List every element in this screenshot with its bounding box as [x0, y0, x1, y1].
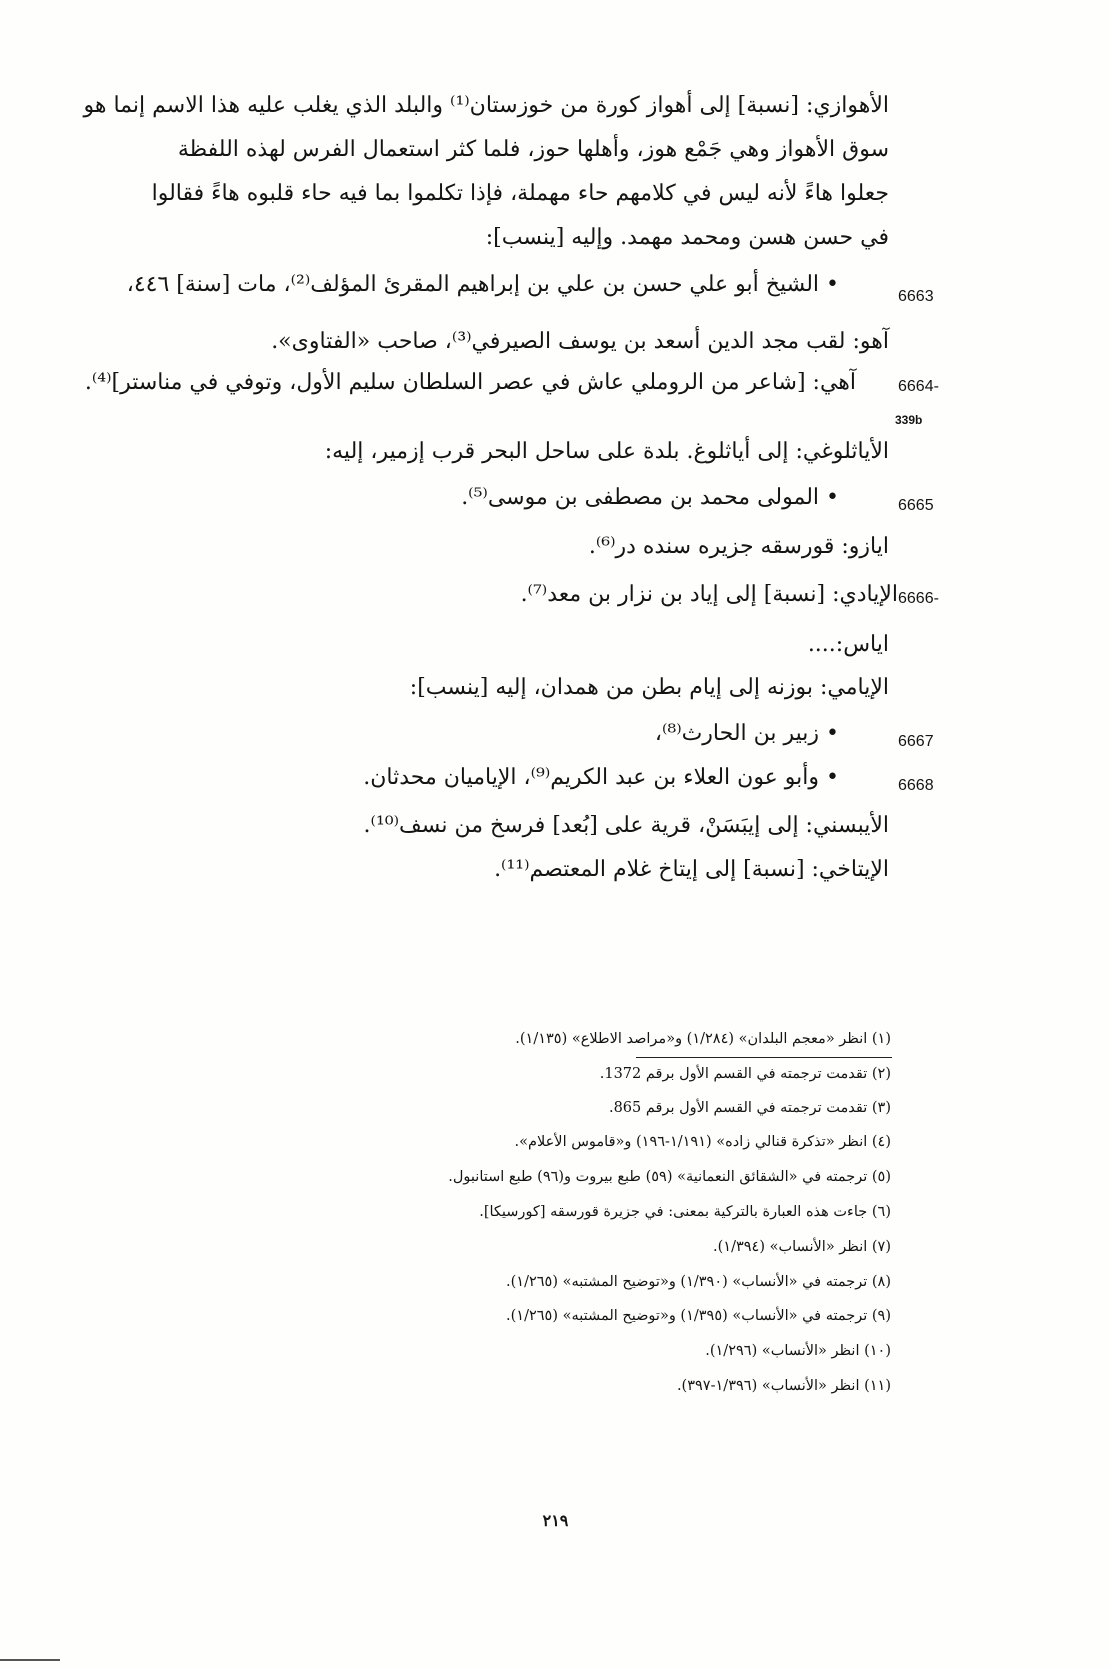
entry-number: 6667 — [898, 733, 934, 750]
entry-line: الأياثلوغي: إلى أياثلوغ. بلدة على ساحل البحر قرب إزمير، إليه: — [324, 439, 889, 464]
entry-number: 6666- — [898, 590, 939, 607]
footnote: (٩) ترجمته في «الأنساب» (١/٣٩٥) و«توضيح المشتبه» (١/٢٦٥). — [506, 1308, 891, 1324]
entry-line: • زبير بن الحارث⁽⁸⁾، — [654, 721, 839, 746]
page-number: ٢١٩ — [542, 1511, 569, 1530]
entry-line: اياس:.... — [807, 632, 889, 657]
entry-line: ايازو: قورسقه جزيره سنده در⁽⁶⁾. — [588, 534, 889, 559]
footnote: (٢) تقدمت ترجمته في القسم الأول برقم 1372. — [599, 1066, 891, 1082]
footnote: (٤) انظر «تذكرة قنالي زاده» (١/١٩١-١٩٦) و«قاموس الأعلام». — [514, 1134, 891, 1150]
entry-line: الأهوازي: [نسبة] إلى أهواز كورة من خوزستان⁽¹⁾ والبلد الذي يغلب عليه هذا الاسم إنما هو — [83, 93, 889, 118]
margin-folio-note: 339b — [895, 413, 923, 427]
entry-line: الإيامي: بوزنه إلى إيام بطن من همدان، إليه [ينسب]: — [409, 675, 889, 700]
footnote: (١١) انظر «الأنساب» (١/٣٩٦-٣٩٧). — [676, 1378, 891, 1394]
footnote: (١٠) انظر «الأنساب» (١/٢٩٦). — [705, 1343, 891, 1359]
footnote: (٧) انظر «الأنساب» (١/٣٩٤). — [713, 1239, 891, 1255]
footnote: (٣) تقدمت ترجمته في القسم الأول برقم 865. — [608, 1100, 891, 1116]
entry-line: آهو: لقب مجد الدين أسعد بن يوسف الصيرفي⁽³⁾، صاحب «الفتاوى». — [271, 329, 889, 354]
entry-line: جعلوا هاءً لأنه ليس في كلامهم حاء مهملة، فإذا تكلموا بما فيه حاء قلبوه هاءً فقالوا — [151, 181, 889, 206]
entry-line: الأيبسني: إلى إيبَسَنْ، قرية على [بُعد] فرسخ من نسف⁽¹⁰⁾. — [363, 813, 889, 838]
entry-number: 6668 — [898, 777, 934, 794]
footnote-separator — [636, 1057, 892, 1058]
entry-line: آهي: [شاعر من الروملي عاش في عصر السلطان سليم الأول، وتوفي في مناستر]⁽⁴⁾. — [84, 370, 856, 395]
entry-line: الإيتاخي: [نسبة] إلى إيتاخ غلام المعتصم⁽¹¹⁾. — [494, 857, 889, 882]
footnote: (٥) ترجمته في «الشقائق النعمانية» (٥٩) طبع بيروت و(٩٦) طبع استانبول. — [448, 1169, 891, 1185]
footnote: (٨) ترجمته في «الأنساب» (١/٣٩٠) و«توضيح المشتبه» (١/٢٦٥). — [506, 1274, 891, 1290]
entry-number: 6663 — [898, 288, 934, 305]
entry-line: • وأبو عون العلاء بن عبد الكريم⁽⁹⁾، الإياميان محدثان. — [363, 765, 839, 790]
footnote: (١) انظر «معجم البلدان» (١/٢٨٤) و«مراصد الاطلاع» (١/١٣٥). — [515, 1031, 891, 1047]
entry-line: الإيادي: [نسبة] إلى إياد بن نزار بن معد⁽⁷⁾. — [520, 582, 898, 607]
footnote: (٦) جاءت هذه العبارة بالتركية بمعنى: في جزيرة قورسقه [كورسيكا]. — [479, 1204, 891, 1220]
entry-line: • الشيخ أبو علي حسن بن علي بن إبراهيم المقرئ المؤلف⁽²⁾، مات [سنة] ٤٤٦، — [126, 272, 839, 297]
entry-number: 6664- — [898, 378, 939, 395]
scan-edge-mark — [0, 1659, 60, 1664]
entry-line: في حسن هسن ومحمد مهمد. وإليه [ينسب]: — [485, 225, 889, 250]
entry-line: سوق الأهواز وهي جَمْع هوز، وأهلها حوز، فلما كثر استعمال الفرس لهذه اللفظة — [177, 137, 889, 162]
entry-number: 6665 — [898, 497, 934, 514]
entry-line: • المولى محمد بن مصطفى بن موسى⁽⁵⁾. — [461, 485, 839, 510]
